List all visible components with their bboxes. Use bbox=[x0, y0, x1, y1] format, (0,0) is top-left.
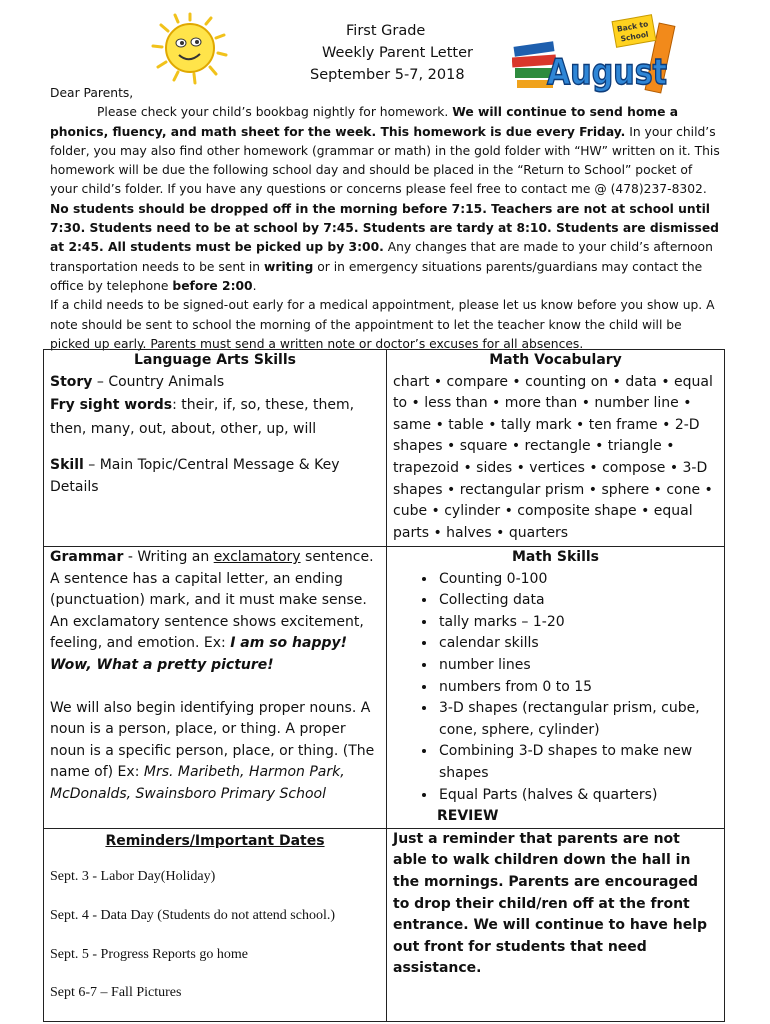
math-skills-list bbox=[393, 569, 718, 807]
grammar-underlined-word: exclamatory bbox=[213, 549, 301, 565]
story-line bbox=[50, 372, 380, 394]
list-item: • Collecting data bbox=[437, 590, 718, 612]
transport-text: Any changes that are made to your child’s afternoon transportation needs to be sent in bbox=[50, 240, 713, 274]
schedule-bold-text: No students should be dropped off in the morning before 7:15. Teachers are not at school until 7:30. Students need to be at school by 7:45. Students are tardy at 8:10. Students are dismissed at 2:45. All students must be picked up by 3:00. bbox=[50, 201, 719, 255]
grammar-label: Grammar bbox=[50, 549, 124, 565]
story-label: Story bbox=[50, 373, 93, 390]
list-item: Sept 6-7 – Fall Pictures bbox=[50, 985, 182, 1001]
list-item: Sept. 3 - Labor Day(Holiday) bbox=[50, 869, 216, 885]
homework-contact-text: In your child’s folder, you may also find other homework (grammar or math) in the gold folder with “HW” written on it. This homework will be due the following school day and should be placed in the “Return to School” pocket of your child’s folder. If you have any questions or concerns please feel free to contact me @ (478)237-8302. bbox=[50, 124, 720, 197]
deadline-text: before 2:00 bbox=[172, 278, 253, 293]
proper-nouns-example: Mrs. Maribeth, Harmon Park, McDonalds, Swainsboro Primary School bbox=[50, 764, 345, 802]
list-item: Sept. 4 - Data Day (Students do not attend school.) bbox=[50, 907, 336, 923]
skills-table bbox=[43, 349, 725, 1022]
math-vocab-cell bbox=[387, 350, 725, 547]
august-logo bbox=[512, 14, 687, 94]
math-vocab-list: chart • compare • counting on • data • equal to • less than • more than • number line • same • table • tally mark • ten frame • 2-D shapes • square • rectangle • triangle • trapezoid • sides • vertices • compose • 3-D shapes • rectangular prism • sphere • cone • cube • cylinder • composite shape • equal parts • halves • quarters bbox=[393, 373, 713, 541]
writing-text: writing bbox=[264, 259, 314, 274]
list-item: • number lines bbox=[437, 655, 718, 677]
title-grade: First Grade bbox=[346, 23, 426, 39]
sun-clipart bbox=[150, 12, 230, 87]
schedule-paragraph bbox=[50, 200, 722, 296]
letter-body bbox=[50, 84, 722, 354]
review-label: REVIEW bbox=[437, 808, 499, 825]
grammar-text-a: - Writing an bbox=[123, 549, 214, 565]
homework-bold-text: We will continue to send home a phonics, fluency, and math sheet for the week. This homework is due every Friday. bbox=[50, 105, 679, 139]
math-vocab-heading: Math Vocabulary bbox=[489, 352, 622, 368]
story-value: – Country Animals bbox=[92, 373, 225, 390]
title-letter: Weekly Parent Letter bbox=[322, 45, 473, 61]
math-skills-heading: Math Skills bbox=[511, 549, 600, 565]
fry-label: Fry sight words bbox=[50, 397, 173, 414]
list-item: • Counting 0-100 bbox=[437, 569, 718, 591]
grammar-paragraph bbox=[50, 547, 380, 677]
math-skills-cell bbox=[387, 547, 725, 829]
tag-line-1: Back to bbox=[616, 19, 649, 34]
list-item: • Combining 3-D shapes to make new shapes bbox=[437, 741, 718, 784]
list-item: Sept. 5 - Progress Reports go home bbox=[50, 946, 248, 962]
fry-words-line bbox=[50, 393, 380, 441]
proper-nouns-text: We will also begin identifying proper nouns. A noun is a person, place, or thing. A proper noun is a specific person, place, or thing. (The name of) Ex: bbox=[50, 699, 375, 781]
fry-value: : their, if, so, these, them, then, many, out, about, other, up, will bbox=[50, 397, 355, 438]
office-text: or in emergency situations parents/guardians may contact the office by telephone bbox=[50, 259, 703, 293]
list-item: • Equal Parts (halves & quarters) bbox=[437, 785, 718, 807]
list-item: • tally marks – 1-20 bbox=[437, 612, 718, 634]
logo-month: August bbox=[547, 52, 667, 93]
grammar-cell bbox=[44, 547, 387, 829]
skill-value: – Main Topic/Central Message & Key Details bbox=[50, 457, 340, 495]
greeting: Dear Parents, bbox=[50, 86, 134, 100]
homework-text: Please check your child’s bookbag nightly for homework. bbox=[97, 105, 453, 120]
list-item: • calendar skills bbox=[437, 633, 718, 655]
title-dates: September 5-7, 2018 bbox=[310, 67, 465, 83]
skill-line bbox=[50, 455, 380, 498]
grammar-example: I am so happy! Wow, What a pretty picture! bbox=[50, 635, 348, 673]
period-text: . bbox=[252, 278, 257, 293]
signout-paragraph: If a child needs to be signed-out early for a medical appointment, please let us know before you show up. A note should be sent to school the morning of the appointment to let the teacher know the child will be picked up early. Parents must send a written note or doctor’s excuses for all absences. bbox=[50, 298, 715, 351]
reminders-heading: Reminders/Important Dates bbox=[105, 832, 325, 849]
letter-title bbox=[300, 20, 490, 86]
proper-nouns-paragraph bbox=[50, 698, 380, 806]
skill-label: Skill bbox=[50, 457, 84, 474]
parent-notice: Just a reminder that parents are not able to walk children down the hall in the mornings. Parents are encouraged to drop their child/ren off at the front entrance. We will continue to have help out front for students that need assistance. bbox=[387, 828, 725, 1021]
language-arts-cell bbox=[44, 350, 387, 547]
language-arts-heading: Language Arts Skills bbox=[134, 352, 296, 368]
grammar-text-b: sentence. A sentence has a capital letter, an ending (punctuation) mark, and it must make sense. An exclamatory sentence shows excitement, feeling, and emotion. Ex: bbox=[50, 549, 374, 652]
list-item: • numbers from 0 to 15 bbox=[437, 677, 718, 699]
list-item: • 3-D shapes (rectangular prism, cube, cone, sphere, cylinder) bbox=[437, 698, 718, 741]
homework-paragraph bbox=[50, 103, 722, 199]
reminders-cell bbox=[44, 828, 387, 1021]
tag-line-2: School bbox=[619, 29, 650, 44]
